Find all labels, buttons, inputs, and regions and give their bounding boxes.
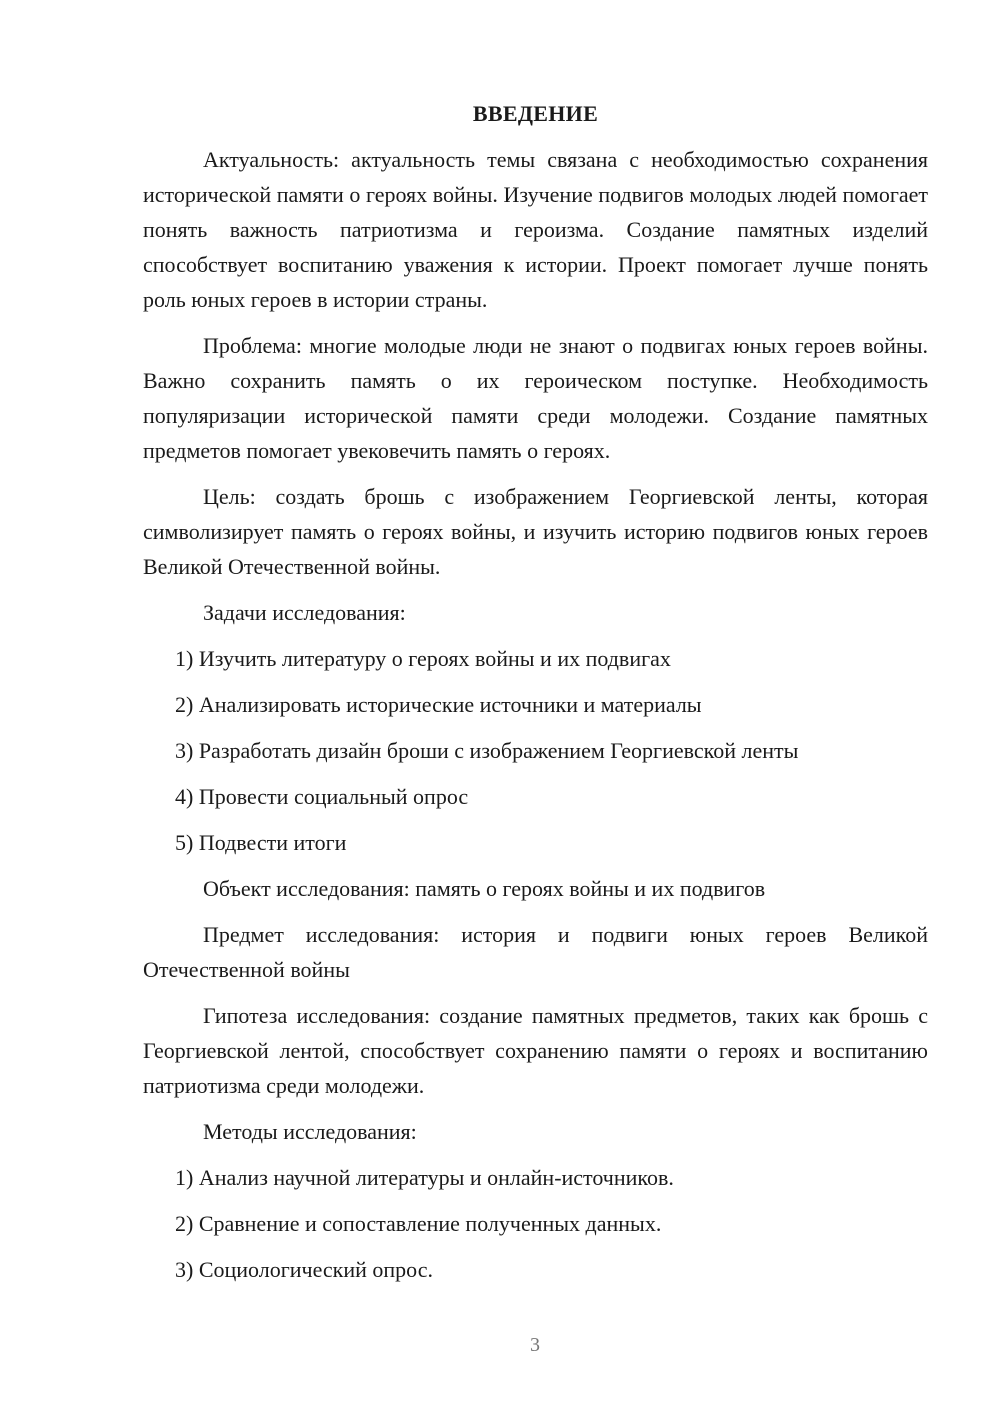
task-item: 4) Провести социальный опрос [175,784,469,809]
relevance-paragraph: Актуальность: актуальность темы связана с необходимостью сохранения исторической памяти о героях войны. Изучение подвигов молодых людей помогает понять важность патриотизма и героизма. Создание памятных изделий способствует воспитанию уважения к истории. Проект помогает лучше понять роль юных героев в истории страны. [143,147,928,312]
tasks-list [143,641,928,860]
task-item: 2) Анализировать исторические источники и материалы [175,692,702,717]
section-title: ВВЕДЕНИЕ [472,101,599,126]
page-number: 3 [530,1334,540,1356]
method-item: 1) Анализ научной литературы и онлайн-источников. [175,1165,674,1190]
task-item: 5) Подвести итоги [175,830,347,855]
method-item: 2) Сравнение и сопоставление полученных данных. [175,1211,662,1236]
hypothesis-paragraph: Гипотеза исследования: создание памятных предметов, таких как брошь с Георгиевской лентой, способствует сохранению памяти о героях и воспитанию патриотизма среди молодежи. [143,1003,928,1098]
method-item: 3) Социологический опрос. [175,1257,433,1282]
document-page [143,96,928,1298]
subject-paragraph: Предмет исследования: история и подвиги юных героев Великой Отечественной войны [143,922,928,982]
task-item: 3) Разработать дизайн броши с изображением Георгиевской ленты [175,738,799,763]
problem-paragraph: Проблема: многие молодые люди не знают о подвигах юных героев войны. Важно сохранить память о их героическом поступке. Необходимость популяризации исторической памяти среди молодежи. Создание памятных предметов помогает увековечить память о героях. [143,333,928,463]
task-item: 1) Изучить литературу о героях войны и их подвигах [175,646,671,671]
methods-list [143,1160,928,1287]
object-paragraph: Объект исследования: память о героях войны и их подвигов [203,876,766,901]
tasks-heading: Задачи исследования: [203,600,406,625]
methods-heading: Методы исследования: [203,1119,417,1144]
goal-paragraph: Цель: создать брошь с изображением Георгиевской ленты, которая символизирует память о героях войны, и изучить историю подвигов юных героев Великой Отечественной войны. [143,484,928,579]
